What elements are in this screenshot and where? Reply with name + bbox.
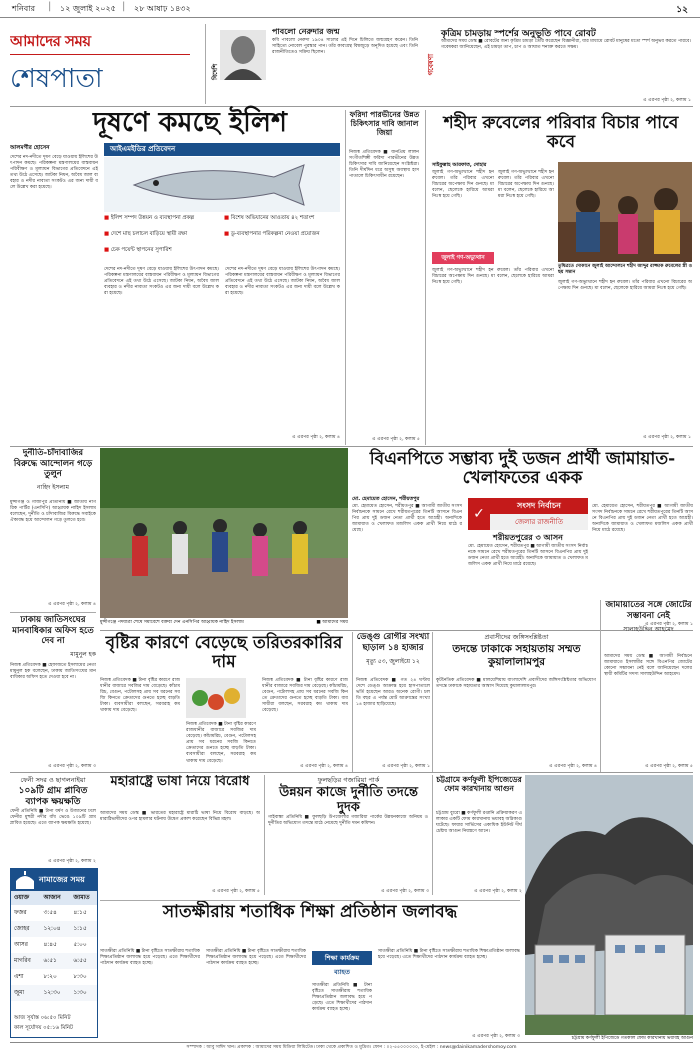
andolon-title: দুর্নীতি-চাঁদাবাজির বিরুদ্ধে আন্দোলন গড়ে তুলুন: [13, 448, 93, 479]
namaz-row: [11, 985, 98, 1001]
gobeshona-box: [425, 24, 693, 104]
rubel-author: সাইফুল্লাহ আরফাত, দোহার: [432, 162, 487, 168]
gobeshona-label: গবেষণা: [427, 54, 435, 76]
namaz-cell: ১২:০৪: [43, 926, 61, 932]
rubel-caption: তুষিত্রতে দোকানে জুলাই আন্দোলনে শহীদ আব্দুর রাজ্জাক রুবেলের স্ত্রী ও ছয় সন্তান: [558, 264, 692, 276]
satkhira-badge-2: ব্যাহত: [312, 965, 372, 979]
footer: [10, 1042, 693, 1050]
jamaat-subhead: শরীয়তপুরের ৩ আসন: [493, 533, 563, 542]
unnayan-kicker: ফুলছড়ির গজারিয়া পার্ক: [317, 776, 380, 784]
namaz-box: [10, 868, 98, 1038]
kl-text: কূটনৈতিক প্রতিবেদক ■ মালয়েশিয়ায় বাংলাদেশি প্রবাসীদের জঙ্গিসংশ্লিষ্টতার অভিযোগ তদন্তে ঢাকাকে সহায়তার আশ্বাস দিয়েছে কুয়ালালামপুর।: [436, 678, 596, 690]
fire-caption: চট্টগ্রাম কর্ণফুলী ইপিজেডে গতকাল ফোম কারখানায় ভয়াবহ আগুন: [571, 1036, 693, 1041]
namaz-cell: জুমা: [14, 990, 25, 996]
bazar-cont: এ এরপর পৃষ্ঠা ২, কলাম ৪: [300, 764, 348, 769]
unnayan-title: উন্নয়ন কাজে দুর্নীতি তদন্তে দুদক: [279, 785, 418, 815]
namaz-row: [11, 921, 98, 937]
bhasha-story: [100, 775, 260, 895]
jamaat-badge: [468, 498, 588, 530]
dhaka-un-title: ঢাকায় জাতিসংঘের মানবাধিকার অফিস হতে দেব না: [12, 615, 94, 646]
namaz-row: [11, 953, 98, 969]
hilsa-byline: আইএমইডির প্রতিবেদন: [104, 143, 340, 156]
dhaka-un-cont: এ এরপর পৃষ্ঠা ২, কলাম ৩: [48, 764, 96, 769]
dhaka-un-story: [10, 612, 96, 772]
kl-story: [432, 632, 597, 772]
obit-text: কবি পাবলো নেরুদা ১৯০৪ সালের এই দিনে চিলিতে জন্মগ্রহণ করেন। তিনি সাহিত্যে নোবেল পুরস্কার পান। তাঁর কাব্যগ্রন্থ বিশ্বজুড়ে অনূদিত হয়েছে এবং তিনি রাজনীতিতেও সক্রিয় ছিলেন।: [272, 38, 418, 56]
dengue-story: [352, 632, 430, 772]
hilsa-text-2: দেশের নদ-নদীতে দূষণ বেড়ে যাওয়ায় ইলিশের উৎপাদন কমছে। পরিকল্পনা মন্ত্রণালয়ের বাস্তবায়ন পরিবীক্ষণ ও মূল্যায়ন বিভাগের প্রতিবেদনে এই তথ্য উঠে এসেছে। জাটকা নিধন, অবৈধ জাল ব্যবহার ও নদীর নাব্যতা সংকটও এর জন্য দায়ী বলে উল্লেখ করা হয়েছে।: [104, 267, 219, 297]
dhaka-un-text: নিজস্ব প্রতিবেদক ■ হেফাজতে ইসলামের নেতা মামুনুল হক বলেছেন, ঢাকায় জাতিসংঘের মানবাধিকার অফিস হতে দেওয়া হবে না।: [10, 663, 96, 681]
hilsa-bullet: ■ বিশেষ অভিযানের আওতায় ৪২ শতাংশ: [224, 215, 315, 221]
namaz-cell: ৩:৫৪: [43, 910, 57, 916]
day-label: শনিবার: [12, 4, 35, 13]
hilsa-headline: দূষণে কমছে ইলিশ: [92, 107, 287, 138]
namaz-cell: ৪:১৫: [73, 910, 87, 916]
namaz-cell: ৪:৪৫: [43, 942, 57, 948]
bazar-title: বৃষ্টির কারণে বেড়েছে তরিতরকারির দাম: [105, 633, 343, 673]
bazar-story: [100, 632, 348, 772]
hilsa-bullet: ■ দেশে মাছ চলাচল বাড়িয়ে স্থায়ী রক্ষা: [104, 231, 188, 237]
dengue-cont: এ এরপর পৃষ্ঠা ২, কলাম ১: [382, 764, 430, 769]
andolon-body: [10, 500, 96, 610]
footer-text: সম্পাদক : আবু সাঈদ খান। প্রকাশক : আমাদের সময় মিডিয়া লিমিটেড। ঢাকা থেকে প্রকাশিত ও মুদ্রিত। ফোন : ০২-৫৫০০০০০০, ই-মেইল : news@dainikamadershomoy.com: [186, 1045, 517, 1050]
namaz-cell: ফজর: [14, 910, 27, 916]
jote-cont: এ এরপর পৃষ্ঠা ২, কলাম ৫: [645, 764, 693, 769]
karnaphuli-story: [432, 775, 522, 895]
bazar-text-3: নিজস্ব প্রতিবেদক ■ টানা বৃষ্টির কারণে রাজধানীর বাজারে সবজির দাম বেড়েছে। কাঁচামরিচ, বেগুন, পটোলসহ প্রায় সব ধরনের সবজি কিনতে ক্রেতাদের গুনতে হচ্ছে বাড়তি টাকা। ব্যবসায়ীরা বলছেন, সরবরাহ কম থাকায় দাম বেড়েছে।: [262, 678, 348, 714]
namaz-head-cell: ওয়াক্ত: [14, 895, 29, 901]
dhaka-un-sub: মামুনুল হক: [70, 650, 96, 658]
hilsa-bullet: ■ ডু-ব্যবস্থাপনার পরিকল্পনা নেওয়া প্রয়োজন: [224, 231, 320, 237]
rubel-text-3: জুলাই গণ-অভ্যুত্থানে শহীদ হন রুবেল। তাঁর পরিবার এখনো বিচারের অপেক্ষায় দিন গুনছে। মা বলেন, ছেলেকে হারিয়ে আমরা নিঃস্ব হয়ে গেছি।: [498, 170, 554, 200]
namaz-sunset: আজ সূর্যাস্ত ০৬:৫০ মিনিট: [14, 1015, 71, 1021]
top-bar: শনিবার | ১২ জুলাই ২০২৫ | ২৮ আষাঢ় ১৪৩২ ১২: [0, 0, 700, 18]
logo: আমাদের সময়: [10, 32, 91, 50]
namaz-cell: মাগরিব: [14, 958, 31, 964]
namaz-cell: ৫:০০: [73, 942, 87, 948]
hilsa-story: [10, 143, 340, 443]
farida-cont: এ এরপর পৃষ্ঠা ২, কলাম ৫: [372, 437, 420, 442]
kl-kicker: প্রবাসীদের জঙ্গিসংশ্লিষ্টতা: [484, 633, 549, 641]
satkhira-text-2: সাতক্ষীরা প্রতিনিধি ■ টানা বৃষ্টিতে সাতক্ষীরায় শতাধিক শিক্ষাপ্রতিষ্ঠান জলাবদ্ধ হয়ে পড়েছে। এতে শিক্ষার্থীদের পাঠদান কার্যক্রম ব্যাহত হচ্ছে।: [206, 949, 306, 967]
feni-kicker: ফেনী সদর ও ছাগলনাইয়া: [20, 776, 86, 784]
satkhira-headline: সাতক্ষীরায় শতাধিক শিক্ষা প্রতিষ্ঠান জলাবদ্ধ: [162, 902, 458, 922]
namaz-row: [11, 969, 98, 985]
bazar-text-1: নিজস্ব প্রতিবেদক ■ টানা বৃষ্টির কারণে রাজধানীর বাজারে সবজির দাম বেড়েছে। কাঁচামরিচ, বেগুন, পটোলসহ প্রায় সব ধরনের সবজি কিনতে ক্রেতাদের গুনতে হচ্ছে বাড়তি টাকা। ব্যবসায়ীরা বলছেন, সরবরাহ কম থাকায় দাম বেড়েছে।: [100, 678, 180, 714]
jamaat-badge-sub: জেলার রাজনীতি: [490, 514, 588, 530]
satkhira-text-3: সাতক্ষীরা প্রতিনিধি ■ টানা বৃষ্টিতে সাতক্ষীরায় শতাধিক শিক্ষাপ্রতিষ্ঠান জলাবদ্ধ হয়ে পড়েছে। এতে শিক্ষার্থীদের পাঠদান কার্যক্রম ব্যাহত হচ্ছে।: [312, 983, 372, 1013]
unnayan-cont: এ এরপর পৃষ্ঠা ২, কলাম ৩: [381, 889, 429, 894]
namaz-cell: আসর: [14, 942, 28, 948]
gobeshona-title: কৃত্রিম চামড়ায় স্পর্শের অনুভূতি পাবে রোবট: [441, 29, 596, 39]
date-en: ১২ জুলাই ২০২৫: [60, 4, 116, 13]
karnaphuli-text: চট্টগ্রাম ব্যুরো ■ কর্ণফুলী রপ্তানি প্রক্রিয়াকরণ এলাকার একটি ফোম কারখানায় ভয়াবহ অগ্নিকাণ্ড ঘটেছে। ফায়ার সার্ভিসের একাধিক ইউনিট দীর্ঘ চেষ্টায় আগুন নিয়ন্ত্রণে আনে।: [436, 811, 522, 835]
namaz-cell: ১২:৩০: [43, 990, 61, 996]
andolon-cont: এ এরপর পৃষ্ঠা ২, কলাম ৪: [48, 602, 96, 607]
feni-cont: এ এরপর পৃষ্ঠা ২, কলাম ২: [48, 859, 96, 864]
namaz-title: নামাজের সময়: [39, 875, 85, 884]
jote-text: আমাদের সময় ডেস্ক ■ আগামী নির্বাচনে জামায়াতে ইসলামীর সঙ্গে বিএনপির জোটের কোনো সম্ভাবনা নেই বলে জানিয়েছেন দলের স্থায়ী কমিটির সদস্য সালাহউদ্দিন আহমেদ।: [604, 654, 692, 678]
jamaat-badge-title: সংসদ নির্বাচন: [490, 498, 588, 514]
bhasha-cont: এ এরপর পৃষ্ঠা ২, কলাম ৫: [212, 889, 260, 894]
karnaphuli-cont: এ এরপর পৃষ্ঠা ২, কলাম ২: [474, 889, 522, 894]
satkhira-cont: এ এরপর পৃষ্ঠা ২, কলাম ৩: [472, 1034, 520, 1039]
bhasha-title: মহারাষ্ট্রে ভাষা নিয়ে বিরোধ: [110, 775, 250, 789]
hilsa-text-3: দেশের নদ-নদীতে দূষণ বেড়ে যাওয়ায় ইলিশের উৎপাদন কমছে। পরিকল্পনা মন্ত্রণালয়ের বাস্তবায়ন পরিবীক্ষণ ও মূল্যায়ন বিভাগের প্রতিবেদনে এই তথ্য উঠে এসেছে। জাটকা নিধন, অবৈধ জাল ব্যবহার ও নদীর নাব্যতা সংকটও এর জন্য দায়ী বলে উল্লেখ করা হয়েছে।: [225, 267, 340, 297]
obituary: [205, 24, 420, 104]
namaz-table: [11, 891, 98, 1001]
election-icon: ✓: [468, 498, 490, 530]
rubel-family-photo: [558, 162, 692, 262]
rubel-text: জুলাই গণ-অভ্যুত্থানে শহীদ হন রুবেল। তাঁর পরিবার এখনো বিচারের অপেক্ষায় দিন গুনছে। মা বলেন, ছেলেকে হারিয়ে আমরা নিঃস্ব হয়ে গেছি।: [432, 170, 494, 200]
andolon-sub: নাহিদ ইসলাম: [37, 483, 69, 491]
namaz-cell: ৮:২০: [43, 974, 57, 980]
bhasha-text: আমাদের সময় ডেস্ক ■ ভারতের মহারাষ্ট্রে মারাঠি ভাষা নিয়ে বিরোধ বাড়ছে। অমারাঠিভাষীদের ওপর হামলার ঘটনায় উদ্বেগ প্রকাশ করেছেন বিভিন্ন মহল।: [100, 811, 260, 823]
rally-caption: মুন্সীগঞ্জে পদযাত্রা শেষে সমাবেশে বক্তব্য দেন এনসিপির আহ্বায়ক নাহিদ ইসলাম ■ আমাদের সময়: [100, 620, 348, 625]
rubel-story: [425, 110, 693, 445]
farida-story: [345, 110, 420, 445]
namaz-head-cell: আজান: [43, 895, 61, 901]
satkhira-text-4: সাতক্ষীরা প্রতিনিধি ■ টানা বৃষ্টিতে সাতক্ষীরায় শতাধিক শিক্ষাপ্রতিষ্ঠান জলাবদ্ধ হয়ে পড়েছে। এতে শিক্ষার্থীদের পাঠদান কার্যক্রম ব্যাহত হচ্ছে।: [378, 949, 520, 961]
jamaat-text-1: মো. হেমায়েত হোসেন, শরীয়তপুর ■ আগামী জাতীয় সংসদ নির্বাচনকে সামনে রেখে শরীয়তপুরের তিনটি আসনে বিএনপির প্রায় দুই ডজন নেতা প্রার্থী হতে আগ্রহী। অন্যদিকে জামায়াত ও খেলাফত মজলিস একক প্রার্থী নিয়ে মাঠে রয়েছে।: [352, 504, 462, 534]
section-title: শেষপাতা: [10, 64, 103, 94]
obit-title: পাবলো নেরুদার জন্ম: [272, 27, 340, 36]
rubel-text-2: জুলাই গণ-অভ্যুত্থানে শহীদ হন রুবেল। তাঁর পরিবার এখনো বিচারের অপেক্ষায় দিন গুনছে। মা বলেন, ছেলেকে হারিয়ে আমরা নিঃস্ব হয়ে গেছি।: [432, 268, 554, 286]
page-number: ১২: [676, 5, 688, 15]
feni-story: [10, 775, 96, 865]
namaz-cell: জোহর: [14, 926, 30, 932]
jamaat-author: মো. হেমায়েত হোসেন, শরীয়তপুর: [352, 496, 420, 502]
rubel-cont: এ এরপর পৃষ্ঠা ২, কলাম ১: [643, 435, 691, 440]
mosque-icon: [14, 871, 36, 889]
farida-text: নিজস্ব প্রতিবেদক ■ জনপ্রিয় লালনসংগীতশিল্পী ফরিদা পারভীনের উন্নত চিকিৎসার দাবি জানিয়েছেন সংশ্লিষ্টরা। তিনি দীর্ঘদিন ধরে অসুস্থ অবস্থায় হাসপাতালে চিকিৎসাধীন রয়েছেন।: [349, 150, 419, 180]
dengue-sub: মৃত্যু ৫৩, জুলাইয়ে ১২: [366, 658, 420, 665]
dengue-title: ডেঙ্গু রোগীর সংখ্যা ছাড়াল ১৪ হাজার: [356, 632, 430, 653]
rubel-text-4: জুলাই গণ-অভ্যুত্থানে শহীদ হন রুবেল। তাঁর পরিবার এখনো বিচারের অপেক্ষায় দিন গুনছে। মা বলেন, ছেলেকে হারিয়ে আমরা নিঃস্ব হয়ে গেছি।: [558, 280, 692, 292]
feni-title: ১০৯টি গ্রাম প্লাবিত ব্যাপক ক্ষয়ক্ষতি: [18, 786, 88, 807]
unnayan-text: গাইবান্ধা প্রতিনিধি ■ ফুলছড়ি উপজেলার গজারিয়া পার্কের উন্নয়নকাজে অনিয়ম ও দুর্নীতির অভিযোগ তদন্তে মাঠে নেমেছে দুর্নীতি দমন কমিশন।: [268, 815, 428, 827]
hilsa-text-1: দেশের নদ-নদীতে দূষণ বেড়ে যাওয়ায় ইলিশের উৎপাদন কমছে। পরিকল্পনা মন্ত্রণালয়ের বাস্তবায়ন পরিবীক্ষণ ও মূল্যায়ন বিভাগের প্রতিবেদনে এই তথ্য উঠে এসেছে। জাটকা নিধন, অবৈধ জাল ব্যবহার ও নদীর নাব্যতা সংকটও এর জন্য দায়ী বলে উল্লেখ করা হয়েছে।: [10, 155, 98, 191]
satkhira-text-1: সাতক্ষীরা প্রতিনিধি ■ টানা বৃষ্টিতে সাতক্ষীরায় শতাধিক শিক্ষাপ্রতিষ্ঠান জলাবদ্ধ হয়ে পড়েছে। এতে শিক্ষার্থীদের পাঠদান কার্যক্রম ব্যাহত হচ্ছে।: [100, 949, 200, 967]
namaz-header: [11, 869, 98, 891]
hilsa-fish-icon: [104, 157, 340, 212]
kl-title: তদন্তে ঢাকাকে সহায়তায় সম্মত কুয়ালালামপুর: [452, 643, 581, 668]
rubel-headline: শহীদ রুবেলের পরিবার বিচার পাবে কবে: [443, 113, 679, 153]
bazar-text-2: নিজস্ব প্রতিবেদক ■ টানা বৃষ্টির কারণে রাজধানীর বাজারে সবজির দাম বেড়েছে। কাঁচামরিচ, বেগুন, পটোলসহ প্রায় সব ধরনের সবজি কিনতে ক্রেতাদের গুনতে হচ্ছে বাড়তি টাকা। ব্যবসায়ীরা বলছেন, সরবরাহ কম থাকায় দাম বেড়েছে।: [186, 722, 256, 764]
feni-text: ফেনী প্রতিনিধি ■ টানা বর্ষণ ও উজানের ঢলে ফেনীর মুহুরী নদীর বাঁধ ভেঙে ১০৯টি গ্রাম প্লাবিত হয়েছে। এতে ব্যাপক ক্ষয়ক্ষতি হয়েছে।: [10, 809, 96, 827]
fire-photo: [525, 775, 693, 1035]
vegetables-photo: [186, 678, 246, 718]
namaz-cell: ১:৩০: [73, 990, 87, 996]
namaz-cell: ৬:৫৫: [73, 958, 87, 964]
date-bn: ২৮ আষাঢ় ১৪৩২: [134, 4, 191, 13]
namaz-cell: ৬:৫১: [43, 958, 57, 964]
farida-title: ফরিদা পারভীনের উন্নত চিকিৎসার দাবি জানাল জিয়া: [349, 110, 420, 137]
namaz-cell: ১:১৫: [73, 926, 87, 932]
andolon-text: মুন্সীগঞ্জ ও গাজীপুর প্রতিনিধি ■ জাতীয় নাগরিক পার্টির (এনসিপি) আহ্বায়ক নাহিদ ইসলাম বলেছেন, দুর্নীতি ও চাঁদাবাজির বিরুদ্ধে সবাইকে ঐক্যবদ্ধ হয়ে আন্দোলন গড়ে তুলতে হবে।: [10, 500, 96, 524]
jamaat-headline: বিএনপিতে সম্ভাব্য দুই ডজন প্রার্থী জামায়াত-খেলাফতের একক: [369, 449, 676, 489]
nerudo-portrait-icon: [220, 30, 266, 80]
namaz-head-cell: জামাত: [73, 895, 90, 901]
gobeshona-cont: এ এরপর পৃষ্ঠা ২, কলাম ১: [643, 98, 691, 103]
karnaphuli-kicker: চট্টগ্রামে কর্ণফুলী ইপিজেডের ফোম কারখানায় আগুন: [436, 775, 522, 793]
jamaat-text-3: মো. হেমায়েত হোসেন, শরীয়তপুর ■ আগামী জাতীয় সংসদ নির্বাচনকে সামনে রেখে শরীয়তপুরের তিনটি আসনে বিএনপির প্রায় দুই ডজন নেতা প্রার্থী হতে আগ্রহী। অন্যদিকে জামায়াত ও খেলাফত মজলিস একক প্রার্থী নিয়ে মাঠে রয়েছে।: [592, 504, 693, 534]
kl-cont: এ এরপর পৃষ্ঠা ২, কলাম ৪: [549, 764, 597, 769]
hilsa-bullet: ■ ইলিশ সম্পদ উন্নয়ন ও ব্যবস্থাপনা প্রকল্প: [104, 215, 194, 221]
masthead: [10, 30, 200, 100]
namaz-head-row: [11, 891, 98, 905]
obit-label: বিদেশি: [212, 64, 219, 80]
unnayan-story: [264, 775, 429, 895]
jote-story: [600, 600, 693, 772]
jote-sub: সালাহউদ্দিন আহমেদ: [623, 626, 674, 633]
satkhira-badge: [312, 951, 372, 979]
jamaat-text-2: মো. হেমায়েত হোসেন, শরীয়তপুর ■ আগামী জাতীয় সংসদ নির্বাচনকে সামনে রেখে শরীয়তপুরের তিনটি আসনে বিএনপির প্রায় দুই ডজন নেতা প্রার্থী হতে আগ্রহী। অন্যদিকে জামায়াত ও খেলাফত মজলিস একক প্রার্থী নিয়ে মাঠে রয়েছে।: [468, 544, 588, 568]
satkhira-badge-1: শিক্ষা কার্যক্রম: [324, 954, 360, 962]
dengue-text: নিজস্ব প্রতিবেদক ■ গত ২৪ ঘণ্টায় দেশে ডেঙ্গু আক্রান্ত হয়ে হাসপাতালে ভর্তি হয়েছেন আরও অনেক রোগী। চলতি বছর এ পর্যন্ত মোট আক্রান্তের সংখ্যা ১৪ হাজার ছাড়িয়েছে।: [356, 678, 430, 708]
rubel-badge: জুলাই গণ-অভ্যুত্থান: [432, 252, 494, 264]
namaz-cell: এশা: [14, 974, 24, 980]
hilsa-cont: এ এরপর পৃষ্ঠা ২, কলাম ৪: [292, 435, 340, 440]
namaz-cell: ৮:৩০: [73, 974, 87, 980]
gobeshona-text: আমাদের সময় ডেস্ক ■ রোবটের জন্য কৃত্রিম চামড়া তৈরি করেছেন বিজ্ঞানীরা, যার মাধ্যমে রোবট মানুষের মতো স্পর্শ অনুভব করতে পারবে। গবেষকরা জানিয়েছেন, এই চামড়া তাপ, চাপ ও আঘাত শনাক্ত করতে সক্ষম।: [441, 39, 691, 51]
rally-photo: [100, 448, 348, 618]
namaz-row: [11, 905, 98, 921]
jote-title: জামায়াতের সঙ্গে জোটের সম্ভাবনা নেই: [605, 600, 692, 621]
namaz-sunrise: কাল সূর্যোদয় ০৫:১৬ মিনিট: [14, 1025, 73, 1031]
namaz-row: [11, 937, 98, 953]
hilsa-bullet: ■ চেক পয়েন্ট স্থাপনের সুপারিশ: [104, 247, 172, 253]
hilsa-author: আলমগীর হোসেন: [10, 145, 50, 151]
satkhira-story: [100, 900, 520, 1040]
jamaat-cont: এ এরপর পৃষ্ঠা ২, কলাম ১: [645, 622, 693, 627]
hilsa-bullets: [104, 215, 340, 265]
